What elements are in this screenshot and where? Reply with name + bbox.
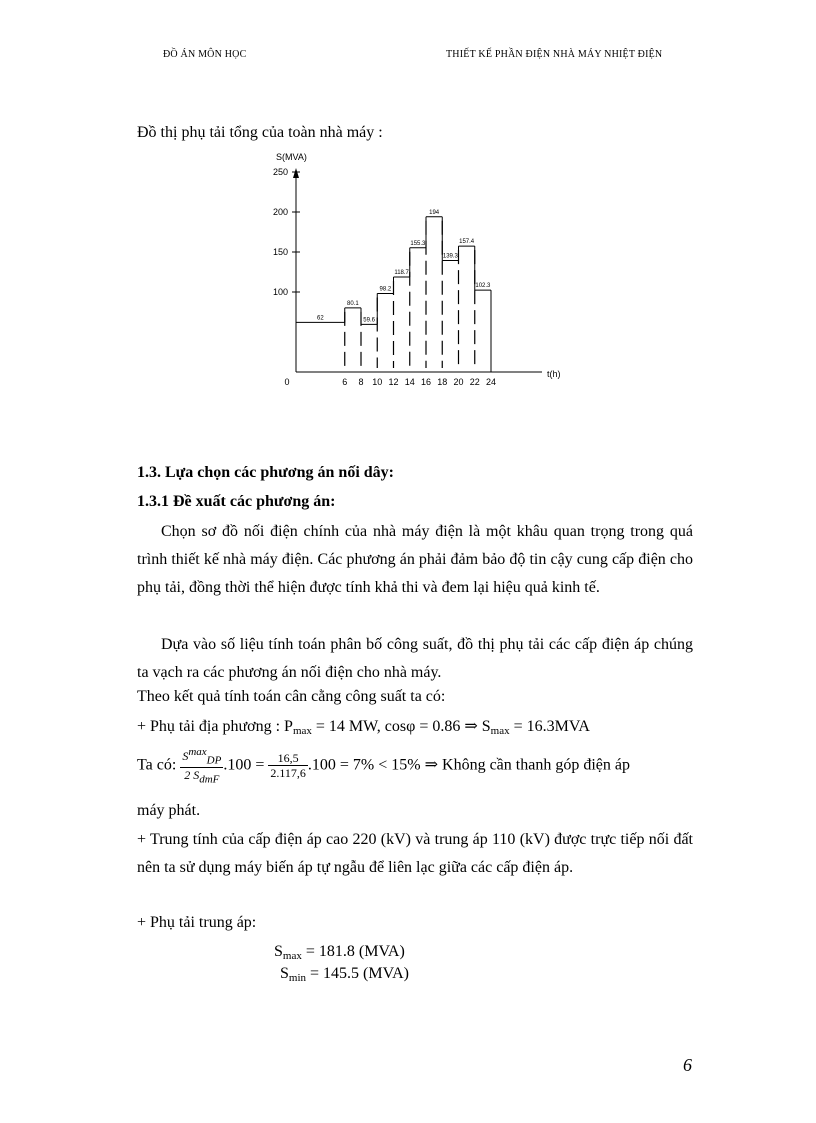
paragraph-3: + Trung tính của cấp điện áp cao 220 (kV) và trung áp 110 (kV) được trực tiếp nối đất nên ta sử dụng máy biến áp tự ngẫu để liên lạc giữa các cấp điện áp.	[137, 831, 693, 876]
x-tick-label: 20	[453, 377, 464, 387]
x-tick-label: 10	[372, 377, 383, 387]
local-load-prefix: + Phụ tải địa phương : P	[137, 718, 293, 735]
local-load-s-sub: max	[490, 725, 510, 737]
y-tick-label: 100	[272, 287, 288, 297]
formula-prefix: Ta có:	[137, 756, 181, 774]
local-load-p-val: = 14 MW, cosφ = 0.86 ⇒ S	[311, 718, 491, 735]
x-axis-label: t(h)	[547, 369, 561, 379]
header-left: ĐỒ ÁN MÔN HỌC	[163, 49, 247, 60]
segment-label: 118.7	[394, 270, 409, 277]
fraction-2-denominator: 2.117,6	[270, 766, 306, 781]
x-tick-label: 18	[437, 377, 448, 387]
segment-label: 80.1	[347, 300, 359, 307]
segment-label: 62	[317, 315, 324, 322]
x-tick-label: 24	[485, 377, 497, 387]
segment-label: 102.3	[475, 283, 491, 290]
line-trung-ap: + Phụ tải trung áp:	[137, 914, 257, 931]
segment-label: 194	[429, 209, 440, 216]
x-tick-label: 6	[342, 377, 348, 387]
section-1-3-1-title: 1.3.1 Đề xuất các phương án:	[137, 493, 336, 510]
paragraph-2: Dựa vào số liệu tính toán phân bố công suất, đồ thị phụ tải các cấp điện áp chúng ta vạch ra các phương án nối điện cho nhà máy.	[137, 636, 693, 681]
fraction-1	[180, 745, 223, 787]
local-load-line	[137, 716, 590, 737]
x-tick-label: 8	[358, 377, 364, 387]
segment-label: 139.3	[442, 253, 458, 260]
local-load-s-val: = 16.3MVA	[509, 718, 590, 735]
fraction-2	[268, 751, 308, 780]
chart-intro: Đồ thị phụ tải tổng của toàn nhà máy :	[137, 124, 383, 141]
y-tick-label: 150	[272, 247, 288, 257]
smin-line: $S_{min} = 145.5$ (MVA)	[280, 965, 409, 984]
segment-label: 155.3	[410, 240, 426, 247]
section-1-3-title: 1.3. Lựa chọn các phương án nối dây:	[137, 464, 394, 481]
formula-row	[137, 745, 693, 787]
y-axis-arrow	[293, 168, 299, 178]
line-may-phat: máy phát.	[137, 802, 201, 819]
fraction-1-denominator: 2 $S_{dmF}$	[184, 768, 220, 786]
load-chart	[250, 140, 580, 395]
smax-line: $S_{max} = 181.8$ (MVA)	[274, 943, 405, 962]
segment-label: 157.4	[459, 239, 475, 246]
paragraph-1: Chọn sơ đồ nối điện chính của nhà máy điện là một khâu quan trọng trong quá trình thiết kế nhà máy điện. Các phương án phải đảm bảo độ tin cậy cung cấp điện cho phụ tải, đồng thời thể hiện được tính khả thi và đem lại hiệu quả kinh tế.	[137, 523, 693, 596]
x-tick-label: 22	[469, 377, 480, 387]
local-load-p-sub: max	[292, 725, 312, 737]
x-tick-label: 12	[388, 377, 399, 387]
formula-mul-1: .100 =	[223, 756, 269, 774]
segment-label: 98.2	[379, 286, 392, 293]
page-number: 6	[683, 1055, 692, 1075]
line-theo-ket-qua: Theo kết quả tính toán cân cằng công suất ta có:	[137, 688, 446, 705]
y-axis-label: S(MVA)	[276, 152, 307, 162]
fraction-2-numerator: 16,5	[268, 751, 308, 766]
formula-mul-2: .100 = 7% < 15% ⇒ Không cần thanh góp điện áp	[307, 756, 630, 774]
y-tick-label: 250	[272, 167, 288, 177]
y-tick-label: 200	[272, 207, 288, 217]
x-tick-label: 14	[404, 377, 415, 387]
x-tick-label: 16	[420, 377, 432, 387]
fraction-1-numerator: $S^{max}_{DP}$	[182, 746, 222, 767]
origin-label: 0	[284, 377, 290, 387]
segment-label: 59.6	[363, 317, 375, 324]
header-right: THIẾT KẾ PHẦN ĐIỆN NHÀ MÁY NHIỆT ĐIỆN	[446, 49, 663, 60]
